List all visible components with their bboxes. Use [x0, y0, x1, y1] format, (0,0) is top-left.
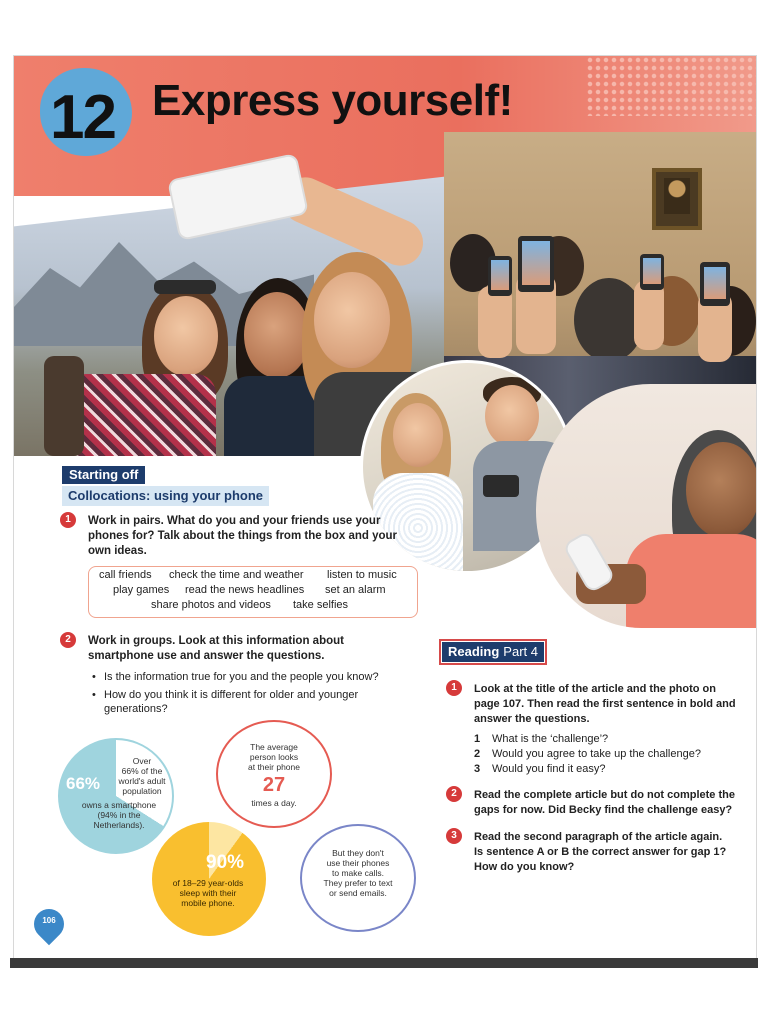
photo-older-woman — [536, 384, 756, 628]
exercise-2-instruction: Work in groups. Look at this information about smartphone use and answer the questions. — [88, 635, 344, 662]
section-label-starting-off: Starting off — [62, 466, 145, 484]
unit-number: 12 — [50, 83, 115, 152]
vocab-word: listen to music — [327, 569, 397, 581]
reading-q2-instruction: Read the complete article but do not complete the gaps for now. Did Becky find the challenge easy? — [474, 789, 735, 816]
pie-66-caption: Over 66% of the world's adult population — [118, 756, 166, 796]
page-edge-shadow — [10, 958, 758, 968]
question-number: 1 — [446, 680, 462, 696]
textbook-page — [14, 56, 756, 962]
vocab-word: share photos and videos — [151, 599, 271, 611]
pie-66-caption-bottom: owns a smartphone (94% in the Netherlands). — [81, 800, 157, 830]
question-number: 2 — [446, 786, 462, 802]
ring-27-number: 27 — [262, 774, 286, 796]
discussion-questions — [90, 670, 390, 720]
exercise-number: 1 — [60, 512, 76, 528]
reading-q1-instruction: Look at the title of the article and the photo on page 107. Then read the first sentence in bold and answer the questions. — [474, 683, 736, 725]
painting-mona-lisa — [652, 168, 702, 230]
bullet-item: • Is the information true for you and the people you know? — [90, 670, 390, 684]
subquestion: 1 What is the ‘challenge’? — [474, 733, 609, 745]
vocab-word: call friends — [99, 569, 152, 581]
pie-90-percentage: 90% — [206, 852, 245, 873]
question-number: 3 — [446, 828, 462, 844]
vocabulary-box — [88, 566, 418, 618]
unit-title: Express yourself! — [152, 76, 513, 125]
ring-27-caption-bottom: times a day. — [251, 798, 297, 808]
page-number: 106 — [42, 916, 56, 925]
ring-calls-caption: But they don't use their phones to make calls. They prefer to text or send emails. — [323, 848, 393, 898]
bullet-item: • How do you think it is different for older and younger generations? — [90, 688, 390, 716]
vocab-word: play games — [113, 584, 170, 596]
subquestion: 2 Would you agree to take up the challenge? — [474, 748, 701, 760]
vocab-word: read the news headlines — [185, 584, 305, 596]
header-dot-pattern — [586, 56, 756, 116]
section-label-reading — [442, 642, 544, 662]
vocab-word: set an alarm — [325, 584, 386, 596]
exercise-1-instruction: Work in pairs. What do you and your friends use your phones for? Talk about the things from the box and your own ideas. — [88, 515, 398, 557]
pie-90-caption: of 18–29 year-olds sleep with their mobile phone. — [172, 878, 244, 908]
subquestion: 3 Would you find it easy? — [474, 763, 606, 775]
reading-part: Part 4 — [503, 644, 538, 659]
vocab-word: take selfies — [293, 599, 349, 611]
section-subtitle-collocations: Collocations: using your phone — [62, 486, 269, 506]
exercise-number: 2 — [60, 632, 76, 648]
reading-q3-instruction: Read the second paragraph of the article again. Is sentence A or B the correct answer for gap 1? How do you know? — [474, 831, 727, 873]
reading-q1-subquestions — [474, 732, 744, 777]
pie-66-percentage: 66% — [66, 774, 101, 793]
reading-label-text: Reading — [448, 644, 500, 659]
ring-27-caption-top: The average person looks at their phone — [248, 742, 300, 772]
vocab-word: check the time and weather — [169, 569, 304, 581]
